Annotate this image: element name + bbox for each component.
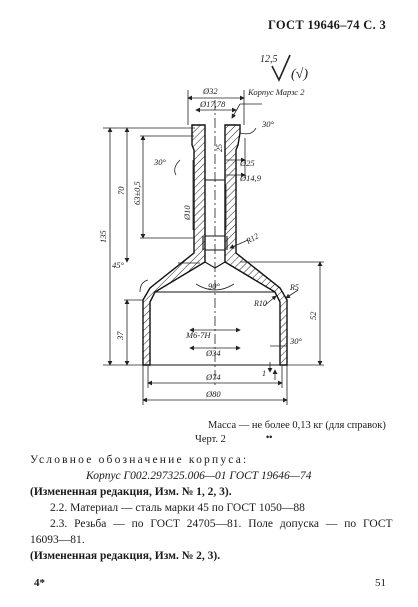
designation-value: Корпус Г002.297325.006—01 ГОСТ 19646—74 bbox=[86, 470, 312, 482]
dim-r5: R5 bbox=[290, 283, 299, 292]
dim-d149: Ø14,9 bbox=[240, 173, 262, 183]
caption-mark: •• bbox=[266, 432, 273, 442]
label-part: Корпус Марзс 2 bbox=[248, 87, 305, 97]
edition-note-1: (Измененная редакция, Изм. № 1, 2, 3). bbox=[30, 486, 232, 498]
dim-a90: 90° bbox=[208, 281, 220, 291]
dim-h70: 70 bbox=[116, 186, 126, 195]
dim-a30-top: 30° bbox=[262, 119, 274, 129]
item-2-3: 2.3. Резьба — по ГОСТ 24705—81. Поле допуска — по ГОСТ bbox=[50, 518, 393, 530]
item-2-2: 2.2. Материал — сталь марки 45 по ГОСТ 1050—88 bbox=[50, 502, 305, 514]
dim-m6: M6-7H bbox=[186, 330, 211, 340]
leaders bbox=[140, 104, 298, 346]
section-left-half bbox=[143, 125, 205, 365]
dim-h37: 37 bbox=[115, 331, 125, 340]
dim-d32: Ø32 bbox=[203, 86, 218, 96]
dim-d34: Ø34 bbox=[206, 348, 221, 358]
dim-d17: Ø17,78 bbox=[200, 99, 226, 109]
dim-r12: R12 bbox=[244, 231, 261, 246]
page-number: 51 bbox=[375, 577, 386, 589]
dim-h63: 63±0,5 bbox=[132, 181, 142, 205]
dim-d25: Ø25 bbox=[240, 158, 255, 168]
dim-r10: R10 bbox=[254, 299, 267, 308]
standard-header: ГОСТ 19646–74 С. 3 bbox=[267, 18, 386, 32]
designation-title: Условное обозначение корпуса: bbox=[30, 454, 249, 466]
roughness-value: 12,5 bbox=[260, 54, 278, 65]
dim-h52: 52 bbox=[308, 311, 318, 320]
dim-d80: Ø80 bbox=[206, 389, 221, 399]
dim-a30-right: 30° bbox=[290, 336, 302, 346]
footer-mark: 4* bbox=[34, 577, 45, 589]
section-right-half bbox=[225, 125, 287, 365]
roughness-symbol bbox=[260, 54, 308, 82]
mass-note: Масса — не более 0,13 кг (для справок) bbox=[208, 420, 386, 431]
dim-h135: 135 bbox=[98, 230, 108, 243]
dim-a45: 45° bbox=[112, 260, 124, 270]
dim-h25: 25 bbox=[215, 144, 224, 152]
dim-d74: Ø74 bbox=[206, 372, 221, 382]
item-2-3-cont: 16093—81. bbox=[30, 534, 85, 546]
roughness-bracket: (√) bbox=[291, 67, 309, 82]
dim-h1: 1 bbox=[262, 369, 266, 378]
dim-a30-left: 30° bbox=[154, 157, 166, 167]
dim-d10: Ø10 bbox=[182, 205, 192, 220]
edition-note-2: (Измененная редакция, Изм. № 2, 3). bbox=[30, 550, 221, 562]
drawing-caption: Черт. 2 bbox=[195, 434, 226, 445]
